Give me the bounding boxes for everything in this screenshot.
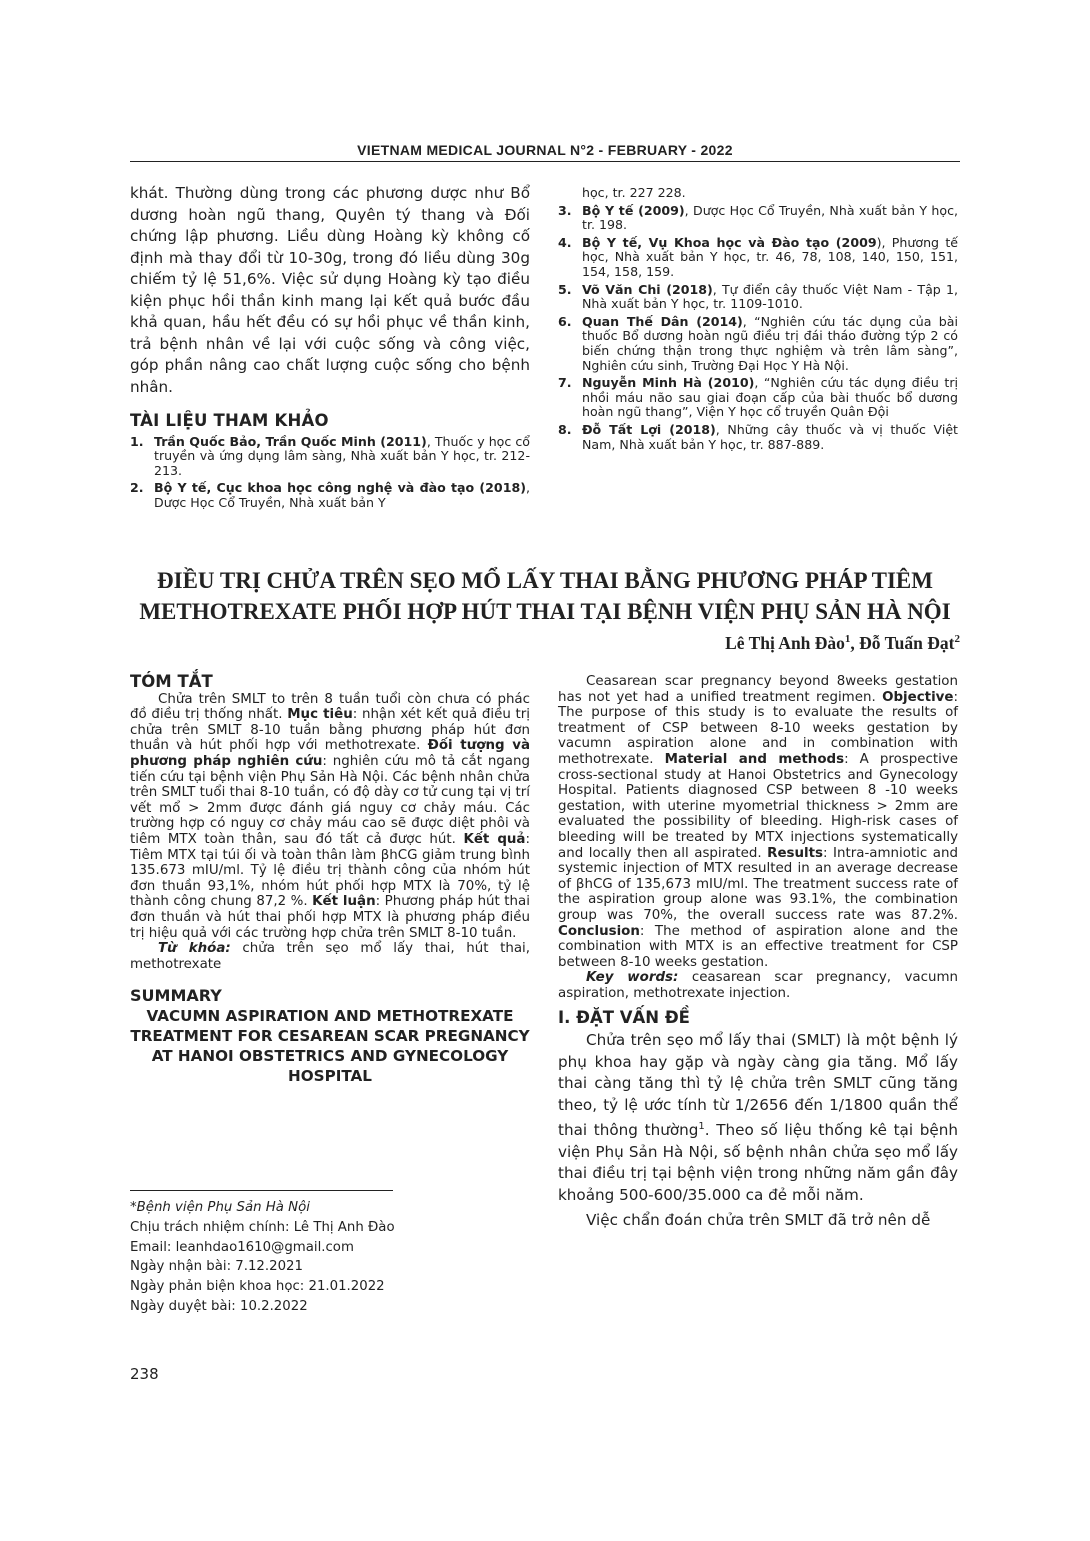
author-affiliation-mark: 2 — [954, 633, 960, 646]
abstract-label: Kết quả — [463, 831, 526, 847]
section-heading: I. ĐẶT VẤN ĐỀ — [558, 1008, 690, 1028]
reference-item — [558, 423, 958, 452]
abstract-text: : nghiên cứu mô tả cắt ngang tiến cứu tại bệnh viện Phụ Sản Hà Nội. Các bệnh nhân chửa trên SMLT tuổi thai 8-10 tuần, có độ dày cơ tử cung tại vị trí vết mổ > 2mm được đánh giá nguy cơ chảy máu. Các trường hợp có nguy cơ chảy máu cao sẽ được diệt phôi và tiêm MTX toàn thân, sau đó tất cả được hút. — [130, 753, 530, 847]
reference-authors: Nguyễn Minh Hà (2010) — [582, 375, 755, 391]
abstract-heading: TÓM TẮT — [130, 672, 213, 691]
summary-text: : The purpose of this study is to evaluate the results of treatment of CSP between 8-10 weeks gestation by vacumn aspiration alone and in combination with methotrexate. — [558, 689, 958, 767]
summary-label: Material and methods — [664, 751, 845, 767]
reference-number: 1. — [130, 433, 144, 449]
summary-text: Ceasarean scar pregnancy beyond 8weeks gestation has not yet had a unified treatment regimen. — [558, 674, 958, 705]
author-name: Lê Thị Anh Đào — [725, 633, 845, 653]
abstract-text: Chửa trên SMLT to trên 8 tuần tuổi còn chưa có phác đồ điều trị thống nhất. — [130, 691, 530, 723]
author-name: Đỗ Tuấn Đạt — [859, 633, 955, 653]
reference-authors: Bộ Y tế (2009) — [582, 202, 685, 218]
reference-details: , “Nghiên cứu tác dụng của bài thuốc Bổ dương hoàn ngũ điều trị đái tháo đường týp 2 có biến chứng thận trong thực nghiệm và trên lâm sàng”, Nghiên cứu sinh, Trường Đại Học Y Hà Nội. — [582, 313, 958, 373]
intro-paragraph — [558, 1030, 958, 1206]
summary-label: Results — [767, 845, 824, 861]
reference-number: 8. — [558, 421, 572, 437]
article-title-line: METHOTREXATE PHỐI HỢP HÚT THAI TẠI BỆNH VIỆN PHỤ SẢN HÀ NỘI — [139, 599, 951, 624]
author-affiliation-mark: 1 — [844, 633, 851, 646]
reference-authors: Bộ Y tế, Cục khoa học công nghệ và đào tạo (2018) — [154, 480, 526, 496]
intro-text: . Theo số liệu thống kê tại bệnh viện Phụ Sản Hà Nội, số bệnh nhân chửa sẹo mổ lấy thai điều trị tại bệnh viện trong những năm gần đây khoảng 500-600/35.000 ca đẻ mỗi năm. — [558, 1121, 958, 1204]
summary-label: Conclusion — [558, 923, 640, 939]
reference-number: 4. — [558, 234, 572, 250]
keywords-line — [130, 941, 530, 972]
summary-title: VACUMN ASPIRATION AND METHOTREXATE TREATMENT FOR CESAREAN SCAR PREGNANCY AT HANOI OBSTETRICS AND GYNECOLOGY HOSPITAL — [130, 1006, 530, 1085]
keywords-text: chửa trên sẹo mổ lấy thai, hút thai, methotrexate — [130, 941, 531, 972]
reference-number: 7. — [558, 375, 572, 391]
intro-text: Chửa trên sẹo mổ lấy thai (SMLT) là một bệnh lý phụ khoa hay gặp và ngày càng gia tăng. Mổ lấy thai càng tăng thì tỷ lệ chửa trên SMLT cũng tăng theo, tỷ lệ ước tính từ 1/2656 đến 1/1800 quần thể thai thông thường — [558, 1031, 958, 1140]
summary-paragraph — [558, 674, 958, 970]
reference-details: , “Nghiên cứu tác dụng điều trị nhồi máu não sau giai đoạn cấp của bài thuốc bổ dương hoàn ngũ thang”, Viện Y học cổ truyền Quân Đội — [582, 375, 958, 420]
reference-details: học, tr. 227 228. — [582, 185, 686, 200]
footnote-email: Email: leanhdao1610@gmail.com — [130, 1239, 354, 1255]
footnote-received: Ngày nhận bài: 7.12.2021 — [130, 1259, 303, 1275]
footnote-reviewed: Ngày phản biện khoa học: 21.01.2022 — [130, 1279, 385, 1295]
prev-article-right-column — [558, 183, 958, 452]
header-rule — [130, 161, 960, 162]
author-separator: , — [850, 633, 860, 653]
summary-text: : The method of aspiration alone and the combination with MTX is an effective treatment for CSP between 8-10 weeks gestation. — [558, 923, 958, 970]
intro-paragraph: Việc chẩn đoán chửa trên SMLT đã trở nên dễ — [586, 1211, 931, 1230]
summary-label: Objective — [882, 689, 954, 705]
reference-item — [558, 315, 958, 373]
summary-heading: SUMMARY — [130, 986, 222, 1006]
reference-item — [558, 204, 958, 233]
reference-item — [130, 481, 530, 510]
reference-authors: Quan Thế Dân (2014) — [582, 313, 743, 329]
abstract-paragraph — [130, 692, 530, 942]
reference-item — [558, 376, 958, 420]
article-title-line: ĐIỀU TRỊ CHỬA TRÊN SẸO MỔ LẤY THAI BẰNG PHƯƠNG PHÁP TIÊM — [157, 568, 933, 593]
abstract-right-column — [558, 674, 958, 1232]
prev-article-body: khát. Thường dùng trong các phương dược như Bổ dương hoàn ngũ thang, Quyên tý thang và Đối chứng lập phương. Liều dùng Hoàng kỳ không cố định mà thay đổi từ 10-30g, trong đó liều dùng 30g chiếm tỷ lệ 51,6%. Việc sử dụng Hoàng kỳ tạo điều kiện phục hồi thần kinh mang lại kết quả bước đầu khả quan, hầu hết đều có sự hồi phục về thần kinh, trả bệnh nhân về lại với cuộc sống và công việc, góp phần nâng cao chất lượng cuộc sống cho bệnh nhân. — [130, 184, 530, 396]
footnote — [130, 1198, 530, 1317]
reference-item — [130, 435, 530, 479]
reference-authors: Đỗ Tất Lợi (2018) — [582, 421, 716, 437]
footnote-responsible: Chịu trách nhiệm chính: Lê Thị Anh Đào — [130, 1219, 395, 1235]
keywords-text: ceasarean scar pregnancy, vacumn aspiration, methotrexate injection. — [558, 970, 959, 1001]
summary-text: : A prospective cross-sectional study at Hanoi Obstetrics and Gynecology Hospital. Patients diagnosed CSP between 8 -10 weeks gestation, with uterine myometrial thickness > 2mm are evaluated the possibility of bleeding. High-risk cases of bleeding will be treated by MTX injections systematically and locally then all aspirated. — [558, 751, 958, 861]
reference-item — [558, 236, 958, 280]
keywords-label: Từ khóa: — [158, 941, 231, 957]
abstract-text: : Phương pháp hút thai đơn thuần và hút thai phối hợp MTX là phương pháp điều trị hiệu quả với các trường hợp chửa trên SMLT 8-10 tuần. — [130, 894, 530, 941]
references-heading: TÀI LIỆU THAM KHẢO — [130, 411, 329, 430]
article-title — [130, 565, 960, 627]
abstract-left-column — [130, 674, 530, 1086]
reference-authors: Bộ Y tế, Vụ Khoa học và Đào tạo (2009 — [582, 234, 877, 250]
reference-details: ), Phương tế học, Nhà xuất bản Y học, tr. 46, 78, 108, 140, 150, 151, 154, 158, 159. — [582, 234, 959, 279]
footnote-rule — [130, 1190, 393, 1191]
abstract-label: Mục tiêu — [287, 707, 353, 723]
author-line — [725, 633, 960, 654]
reference-item — [558, 283, 958, 312]
reference-number: 5. — [558, 281, 572, 297]
page-number: 238 — [130, 1365, 159, 1383]
summary-text: : Intra-amniotic and systemic injection of MTX resulted in an average decrease of βhCG of 135,673 mIU/ml. The treatment success rate of the aspiration group alone was 93.1%, the combination group was 70%, the overall success rate was 87.2%. — [558, 845, 958, 923]
footnote-affiliation: *Bệnh viện Phụ Sản Hà Nội — [130, 1200, 310, 1215]
abstract-text: : nhận xét kết quả điều trị chửa trên SMLT 8-10 tuần bằng phương pháp hút đơn thuần và hút phối hợp với methotrexate. — [130, 707, 530, 754]
footnote-accepted: Ngày duyệt bài: 10.2.2022 — [130, 1298, 308, 1314]
citation-mark: 1 — [698, 1121, 705, 1133]
summary-keywords-line — [558, 970, 958, 1001]
abstract-label: Đối tượng và phương pháp nghiên cứu — [130, 738, 530, 769]
abstract-text: : Tiêm MTX tại túi ối và toàn thân làm βhCG giảm trung bình 135.673 mIU/ml. Tỷ lệ điều trị thành công của nhóm hút đơn thuần 93,1%, nhóm hút phối hợp MTX là 70%, tỷ lệ thành công chung 87,2 %. — [130, 831, 530, 910]
reference-details: , Những cây thuốc và vị thuốc Việt Nam, Nhà xuất bản Y học, tr. 887-889. — [582, 421, 958, 452]
prev-article-left-column — [130, 183, 530, 510]
reference-details: , Tự điển cây thuốc Việt Nam - Tập 1, Nhà xuất bản Y học, tr. 1109-1010. — [582, 281, 958, 312]
running-head: VIETNAM MEDICAL JOURNAL N°2 - FEBRUARY - 2022 — [357, 142, 733, 158]
reference-number: 2. — [130, 480, 144, 496]
abstract-label: Kết luận — [312, 894, 376, 910]
reference-authors: Võ Văn Chi (2018) — [582, 281, 713, 297]
reference-number: 6. — [558, 313, 572, 329]
reference-number: 3. — [558, 202, 572, 218]
reference-details: , Thuốc y học cổ truyền và ứng dụng lâm sàng, Nhà xuất bản Y học, tr. 212- 213. — [154, 433, 530, 478]
reference-continuation — [558, 186, 958, 201]
reference-details: , Dược Học Cổ Truyền, Nhà xuất bản Y — [154, 480, 530, 510]
reference-details: , Dược Học Cổ Truyền, Nhà xuất bản Y học, tr. 198. — [582, 202, 958, 233]
reference-authors: Trần Quốc Bảo, Trần Quốc Minh (2011) — [154, 433, 427, 449]
keywords-label: Key words: — [586, 970, 679, 986]
